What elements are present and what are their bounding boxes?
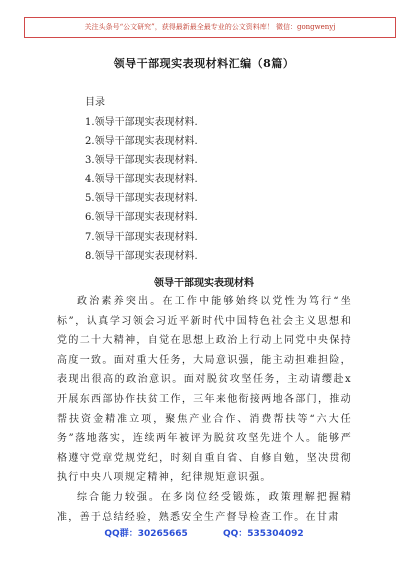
body-paragraph-1: 政治素养突出。在工作中能够始终以党性为笃行“坐标”，认真学习领会习近平新时代中国特色社会主义思想和党的二十大精神，自觉在思想上政治上行动上同党中央保持高度一致。面对重大任务，大局意识强，能主动担难担险，表现出很高的政治意识。面对脱贫攻坚任务，主动请缨赴x开展东西部协作扶贫工作，三年来他衔接两地各部门，推动帮扶资金精准立项，聚焦产业合作、消费帮扶等“六大任务”落地落实，连续两年被评为脱贫攻坚先进个人。能够严格遵守党章党规党纪，时刻自重自省、自修自勉，坚决贯彻执行中央八项规定精神，纪律规矩意识强。 [57,296,352,484]
footer-qq-group: QQ群：30265665 [104,529,188,539]
section-body [57,292,352,527]
footer-qq: QQ：535304092 [222,529,304,539]
toc-item-7[interactable]: 7.领导干部现实表现材料. [85,231,198,243]
toc-item-5[interactable]: 5.领导干部现实表现材料. [85,193,198,205]
toc-item-4[interactable]: 4.领导干部现实表现材料. [85,174,198,186]
section-title: 领导干部现实表现材料 [154,278,254,289]
toc-heading: 目录 [85,97,105,108]
body-paragraph-2: 综合能力较强。在多岗位经受锻炼，政策理解把握精准，善于总结经验，熟悉安全生产督导检查工作。在甘肃 [57,491,352,523]
header-banner: 关注头条号“公文研究”，获得最新最全最专业的公文资料库！ 微信：gongwenyj [24,17,396,38]
document-title: 领导干部现实表现材料汇编（8篇） [113,57,295,70]
toc-item-2[interactable]: 2.领导干部现实表现材料. [85,136,198,148]
toc-item-8[interactable]: 8.领导干部现实表现材料. [85,250,198,262]
table-of-contents [85,93,345,266]
toc-item-1[interactable]: 1.领导干部现实表现材料. [85,117,198,128]
toc-item-6[interactable]: 6.领导干部现实表现材料. [85,212,198,224]
toc-item-3[interactable]: 3.领导干部现实表现材料. [85,155,198,167]
footer-contact [0,526,408,539]
